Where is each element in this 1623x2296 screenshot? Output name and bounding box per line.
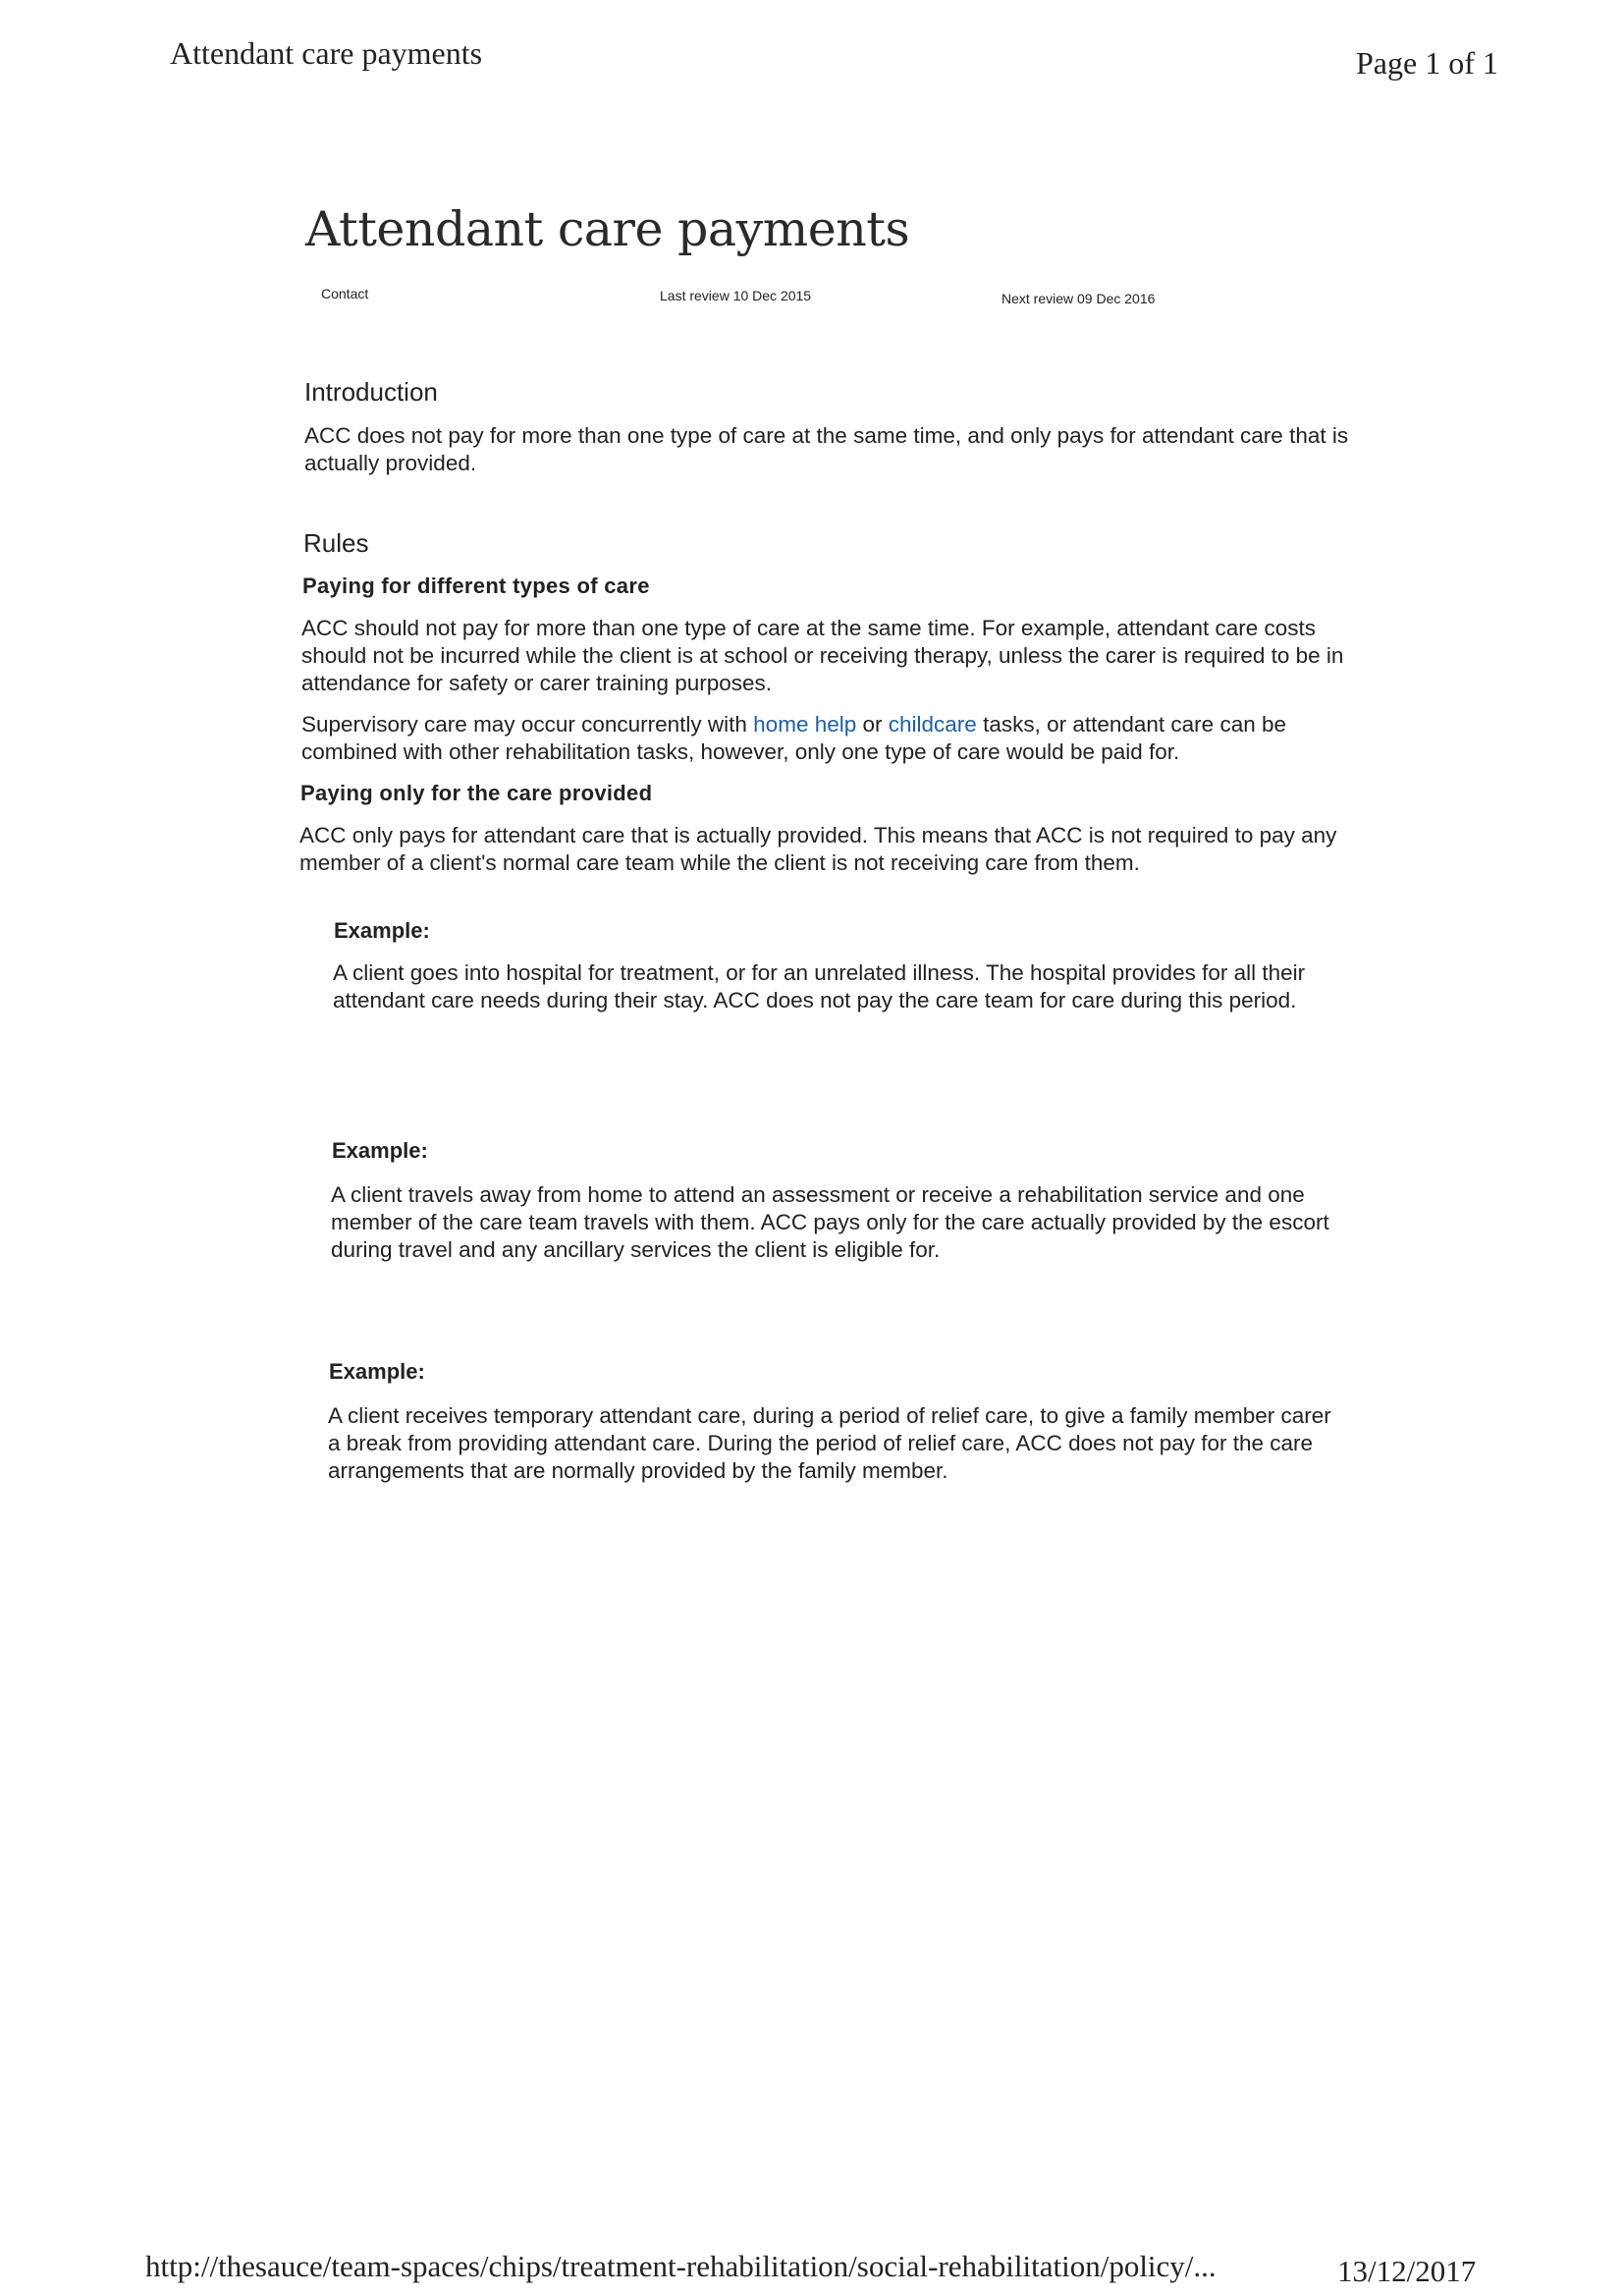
last-review: Last review 10 Dec 2015 xyxy=(660,288,812,303)
page-title: Attendant care payments xyxy=(305,201,910,257)
p2-text-b: or xyxy=(856,712,889,737)
only-provided-p1: ACC only pays for attendant care that is actually provided. This means that ACC is not required to pay any member of a client's normal care team while the client is not receiving care from them. xyxy=(299,823,1337,875)
different-types-p2 xyxy=(301,711,1352,766)
only-provided-heading: Paying only for the care provided xyxy=(300,781,653,805)
different-types-heading: Paying for different types of care xyxy=(302,574,650,598)
print-page-number: Page 1 of 1 xyxy=(1356,45,1498,81)
introduction-text: ACC does not pay for more than one type of care at the same time, and only pays for attendant care that is actually provided. xyxy=(304,423,1349,475)
example-1-text: A client goes into hospital for treatment, or for an unrelated illness. The hospital provides for all their attendant care needs during their stay. ACC does not pay the care team for care during this period. xyxy=(333,960,1306,1012)
print-header-title: Attendant care payments xyxy=(170,35,483,71)
example-1-label: Example: xyxy=(334,918,430,943)
p2-text-a: Supervisory care may occur concurrently with xyxy=(301,712,754,737)
childcare-link[interactable]: childcare xyxy=(888,712,977,737)
example-3-label: Example: xyxy=(329,1359,425,1384)
rules-heading: Rules xyxy=(303,528,369,558)
print-footer-date: 13/12/2017 xyxy=(1337,2254,1477,2288)
p2-text-c: tasks, or attendant care can be combined with other rehabilitation tasks, however, only one type of care would be paid for. xyxy=(301,712,1286,764)
introduction-heading: Introduction xyxy=(304,377,438,407)
example-2-label: Example: xyxy=(332,1138,428,1163)
next-review: Next review 09 Dec 2016 xyxy=(1001,291,1156,306)
contact-link[interactable]: Contact xyxy=(321,286,369,301)
example-2-text: A client travels away from home to attend an assessment or receive a rehabilitation service and one member of the care team travels with them. ACC pays only for the care actually provided by the escort during travel and any ancillary services the client is eligible for. xyxy=(331,1182,1329,1262)
print-footer-url: http://thesauce/team-spaces/chips/treatment-rehabilitation/social-rehabilitation/policy/... xyxy=(145,2249,1217,2283)
home-help-link[interactable]: home help xyxy=(753,712,857,737)
example-3-text: A client receives temporary attendant care, during a period of relief care, to give a family member carer a break from providing attendant care. During the period of relief care, ACC does not pay for the care arrangements that are normally provided by the family member. xyxy=(328,1403,1331,1483)
different-types-p1: ACC should not pay for more than one type of care at the same time. For example, attendant care costs should not be incurred while the client is at school or receiving therapy, unless the carer is required to be in attendance for safety or carer training purposes. xyxy=(301,616,1344,695)
